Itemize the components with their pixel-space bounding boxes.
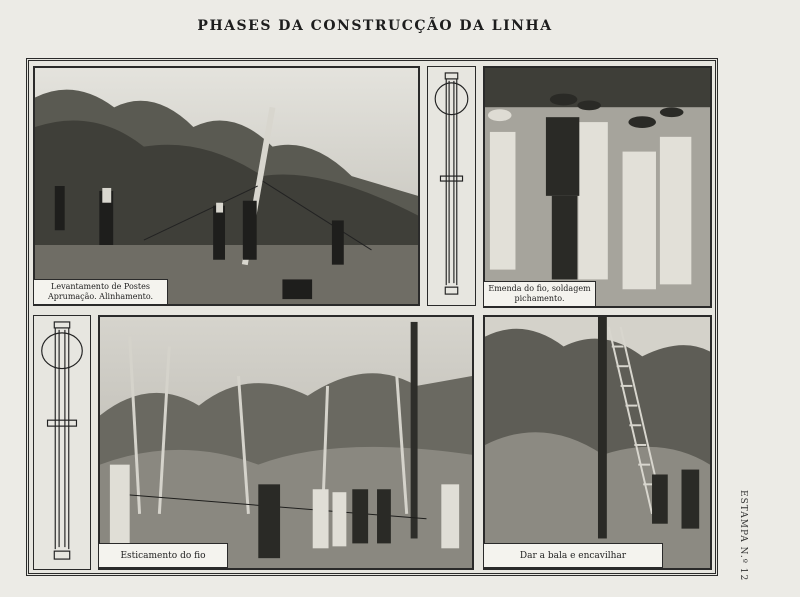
- photo-ladder-pole: [483, 315, 712, 570]
- photo-stretching-wire: [98, 315, 474, 570]
- caption-stretching-wire-line1: Esticamento do fio: [120, 550, 206, 561]
- photo-raising-poles-image: [35, 68, 418, 304]
- caption-raising-poles: [33, 279, 168, 305]
- caption-stretching-wire: [98, 543, 228, 568]
- plate-number: [733, 490, 753, 585]
- caption-wire-splicing-line2: pichamento.: [514, 294, 565, 303]
- photo-raising-poles: [33, 66, 420, 306]
- caption-wire-splicing-line1: Emenda do fio, soldagem: [488, 284, 591, 293]
- photo-wire-splicing: [483, 66, 712, 308]
- photo-wire-splicing-image: [485, 68, 710, 306]
- caption-wire-splicing: [483, 281, 596, 307]
- caption-ladder-pole-line1: Dar a bala e encavilhar: [519, 550, 627, 561]
- ornament-top: [427, 66, 476, 306]
- caption-raising-poles-line2: Aprumação. Alinhamento.: [47, 292, 154, 301]
- insulator-ornament-icon-2: [34, 316, 90, 569]
- photo-stretching-wire-image: [100, 317, 472, 568]
- caption-raising-poles-line1: Levantamento de Postes: [51, 282, 150, 291]
- page-title: PHASES DA CONSTRUCÇÃO DA LINHA: [197, 18, 553, 34]
- insulator-ornament-icon: [428, 67, 475, 305]
- ornament-bottom: [33, 315, 91, 570]
- photo-ladder-pole-image: [485, 317, 710, 568]
- plate-number-text: ESTAMPA N.º 12: [738, 490, 748, 582]
- caption-ladder-pole: [483, 543, 663, 568]
